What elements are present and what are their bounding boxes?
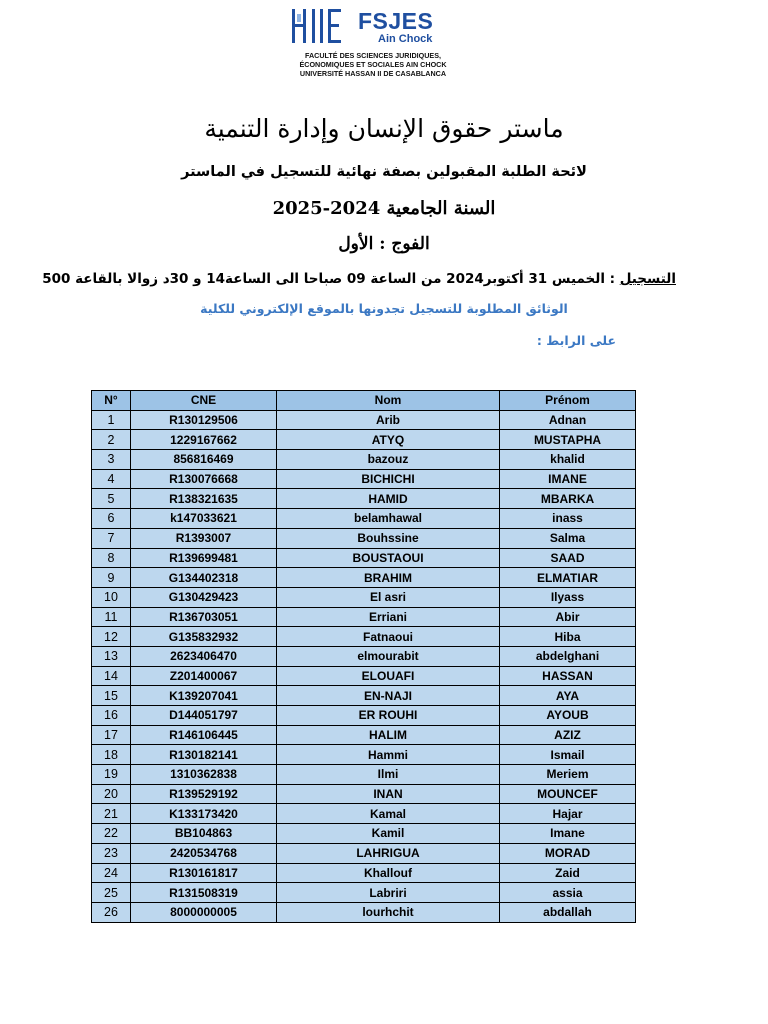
table-row bbox=[92, 804, 636, 824]
logo-line-3: UNIVERSITÉ HASSAN II DE CASABLANCA bbox=[299, 69, 447, 78]
nom-cell: ELOUAFI bbox=[277, 666, 500, 686]
cne-cell: R1393007 bbox=[131, 528, 277, 548]
cne-cell: k147033621 bbox=[131, 509, 277, 529]
row-number: 21 bbox=[92, 804, 131, 824]
registration-label: التسجيل bbox=[619, 271, 676, 287]
header-number: N° bbox=[92, 391, 131, 411]
prenom-cell: Imane bbox=[500, 824, 636, 844]
prenom-cell: AYA bbox=[500, 686, 636, 706]
table-row bbox=[92, 607, 636, 627]
table-row bbox=[92, 450, 636, 470]
nom-cell: belamhawal bbox=[277, 509, 500, 529]
row-number: 15 bbox=[92, 686, 131, 706]
header-nom: Nom bbox=[277, 391, 500, 411]
table-row bbox=[92, 902, 636, 922]
table-row bbox=[92, 784, 636, 804]
prenom-cell: HASSAN bbox=[500, 666, 636, 686]
cne-cell: R139699481 bbox=[131, 548, 277, 568]
nom-cell: HAMID bbox=[277, 489, 500, 509]
row-number: 6 bbox=[92, 509, 131, 529]
nom-cell: bazouz bbox=[277, 450, 500, 470]
prenom-cell: assia bbox=[500, 883, 636, 903]
row-number: 20 bbox=[92, 784, 131, 804]
table-row bbox=[92, 686, 636, 706]
cne-cell: G134402318 bbox=[131, 568, 277, 588]
row-number: 10 bbox=[92, 587, 131, 607]
cne-cell: R130182141 bbox=[131, 745, 277, 765]
row-number: 11 bbox=[92, 607, 131, 627]
prenom-cell: AZIZ bbox=[500, 725, 636, 745]
row-number: 22 bbox=[92, 824, 131, 844]
logo-line-2: ÉCONOMIQUES ET SOCIALES AIN CHOCK bbox=[299, 60, 447, 69]
logo-name: FSJES bbox=[358, 8, 434, 34]
students-table bbox=[91, 390, 636, 923]
row-number: 5 bbox=[92, 489, 131, 509]
prenom-cell: inass bbox=[500, 509, 636, 529]
university-emblem-icon bbox=[290, 7, 344, 45]
table-row bbox=[92, 666, 636, 686]
prenom-cell: MORAD bbox=[500, 843, 636, 863]
cne-cell: R130076668 bbox=[131, 469, 277, 489]
table-row bbox=[92, 706, 636, 726]
cne-cell: R130161817 bbox=[131, 863, 277, 883]
table-header-row bbox=[92, 391, 636, 411]
table-row bbox=[92, 410, 636, 430]
cne-cell: G135832932 bbox=[131, 627, 277, 647]
cne-cell: 1310362838 bbox=[131, 765, 277, 785]
cne-cell: 856816469 bbox=[131, 450, 277, 470]
prenom-cell: Adnan bbox=[500, 410, 636, 430]
header-cne: CNE bbox=[131, 391, 277, 411]
prenom-cell: Ilyass bbox=[500, 587, 636, 607]
table-row bbox=[92, 568, 636, 588]
table-row bbox=[92, 883, 636, 903]
nom-cell: BOUSTAOUI bbox=[277, 548, 500, 568]
nom-cell: ER ROUHI bbox=[277, 706, 500, 726]
nom-cell: ATYQ bbox=[277, 430, 500, 450]
table-row bbox=[92, 469, 636, 489]
cne-cell: R136703051 bbox=[131, 607, 277, 627]
cne-cell: R138321635 bbox=[131, 489, 277, 509]
nom-cell: BRAHIM bbox=[277, 568, 500, 588]
logo-subname: Ain Chock bbox=[378, 33, 433, 45]
prenom-cell: Meriem bbox=[500, 765, 636, 785]
row-number: 17 bbox=[92, 725, 131, 745]
row-number: 13 bbox=[92, 646, 131, 666]
table-row bbox=[92, 509, 636, 529]
prenom-cell: Abir bbox=[500, 607, 636, 627]
cne-cell: G130429423 bbox=[131, 587, 277, 607]
prenom-cell: abdallah bbox=[500, 902, 636, 922]
cne-cell: R139529192 bbox=[131, 784, 277, 804]
cne-cell: 1229167662 bbox=[131, 430, 277, 450]
nom-cell: INAN bbox=[277, 784, 500, 804]
required-documents-note: الوثائق المطلوبة للتسجيل تجدونها بالموقع الإلكتروني للكلية bbox=[200, 301, 568, 316]
row-number: 3 bbox=[92, 450, 131, 470]
page-title: ماستر حقوق الإنسان وإدارة التنمية bbox=[204, 114, 564, 143]
table-row bbox=[92, 430, 636, 450]
prenom-cell: SAAD bbox=[500, 548, 636, 568]
prenom-cell: Hajar bbox=[500, 804, 636, 824]
registration-details: : الخميس 31 أكتوبر2024 من الساعة 09 صباحا الى الساعة14 و 30د زوالا بالقاعة 500 bbox=[42, 271, 620, 287]
academic-year: السنة الجامعية 2024-2025 bbox=[272, 198, 496, 219]
cne-cell: R130129506 bbox=[131, 410, 277, 430]
row-number: 19 bbox=[92, 765, 131, 785]
nom-cell: Ilmi bbox=[277, 765, 500, 785]
nom-cell: elmourabit bbox=[277, 646, 500, 666]
table-row bbox=[92, 843, 636, 863]
prenom-cell: Salma bbox=[500, 528, 636, 548]
cne-cell: Z201400067 bbox=[131, 666, 277, 686]
table-row bbox=[92, 824, 636, 844]
cne-cell: K139207041 bbox=[131, 686, 277, 706]
page-subtitle: لائحة الطلبة المقبولين بصفة نهائية للتسجيل في الماستر bbox=[181, 164, 587, 180]
cne-cell: K133173420 bbox=[131, 804, 277, 824]
table-row bbox=[92, 863, 636, 883]
nom-cell: lourhchit bbox=[277, 902, 500, 922]
cne-cell: R131508319 bbox=[131, 883, 277, 903]
cne-cell: 2420534768 bbox=[131, 843, 277, 863]
table-row bbox=[92, 528, 636, 548]
cne-cell: 8000000005 bbox=[131, 902, 277, 922]
table-row bbox=[92, 587, 636, 607]
nom-cell: Arib bbox=[277, 410, 500, 430]
nom-cell: Khallouf bbox=[277, 863, 500, 883]
faculty-logo bbox=[288, 6, 458, 78]
row-number: 9 bbox=[92, 568, 131, 588]
prenom-cell: khalid bbox=[500, 450, 636, 470]
prenom-cell: Hiba bbox=[500, 627, 636, 647]
prenom-cell: MUSTAPHA bbox=[500, 430, 636, 450]
row-number: 26 bbox=[92, 902, 131, 922]
prenom-cell: MOUNCEF bbox=[500, 784, 636, 804]
row-number: 24 bbox=[92, 863, 131, 883]
row-number: 16 bbox=[92, 706, 131, 726]
row-number: 7 bbox=[92, 528, 131, 548]
cne-cell: D144051797 bbox=[131, 706, 277, 726]
nom-cell: EN-NAJI bbox=[277, 686, 500, 706]
row-number: 1 bbox=[92, 410, 131, 430]
prenom-cell: AYOUB bbox=[500, 706, 636, 726]
table-row bbox=[92, 627, 636, 647]
row-number: 23 bbox=[92, 843, 131, 863]
prenom-cell: IMANE bbox=[500, 469, 636, 489]
nom-cell: Labriri bbox=[277, 883, 500, 903]
prenom-cell: MBARKA bbox=[500, 489, 636, 509]
link-label[interactable]: على الرابط : bbox=[536, 333, 616, 348]
nom-cell: Bouhssine bbox=[277, 528, 500, 548]
nom-cell: BICHICHI bbox=[277, 469, 500, 489]
row-number: 18 bbox=[92, 745, 131, 765]
nom-cell: HALIM bbox=[277, 725, 500, 745]
cne-cell: 2623406470 bbox=[131, 646, 277, 666]
nom-cell: El asri bbox=[277, 587, 500, 607]
header-prenom: Prénom bbox=[500, 391, 636, 411]
row-number: 14 bbox=[92, 666, 131, 686]
nom-cell: LAHRIGUA bbox=[277, 843, 500, 863]
table-row bbox=[92, 725, 636, 745]
table-row bbox=[92, 548, 636, 568]
nom-cell: Kamal bbox=[277, 804, 500, 824]
prenom-cell: Zaid bbox=[500, 863, 636, 883]
row-number: 2 bbox=[92, 430, 131, 450]
prenom-cell: Ismail bbox=[500, 745, 636, 765]
registration-info bbox=[42, 266, 676, 292]
nom-cell: Erriani bbox=[277, 607, 500, 627]
nom-cell: Hammi bbox=[277, 745, 500, 765]
prenom-cell: ELMATIAR bbox=[500, 568, 636, 588]
cne-cell: BB104863 bbox=[131, 824, 277, 844]
prenom-cell: abdelghani bbox=[500, 646, 636, 666]
logo-line-1: FACULTÉ DES SCIENCES JURIDIQUES, bbox=[304, 51, 442, 60]
table-row bbox=[92, 745, 636, 765]
cne-cell: R146106445 bbox=[131, 725, 277, 745]
row-number: 12 bbox=[92, 627, 131, 647]
row-number: 25 bbox=[92, 883, 131, 903]
row-number: 8 bbox=[92, 548, 131, 568]
table-row bbox=[92, 489, 636, 509]
group-label: الفوج : الأول bbox=[338, 234, 430, 254]
table-row bbox=[92, 646, 636, 666]
nom-cell: Fatnaoui bbox=[277, 627, 500, 647]
row-number: 4 bbox=[92, 469, 131, 489]
nom-cell: Kamil bbox=[277, 824, 500, 844]
table-row bbox=[92, 765, 636, 785]
